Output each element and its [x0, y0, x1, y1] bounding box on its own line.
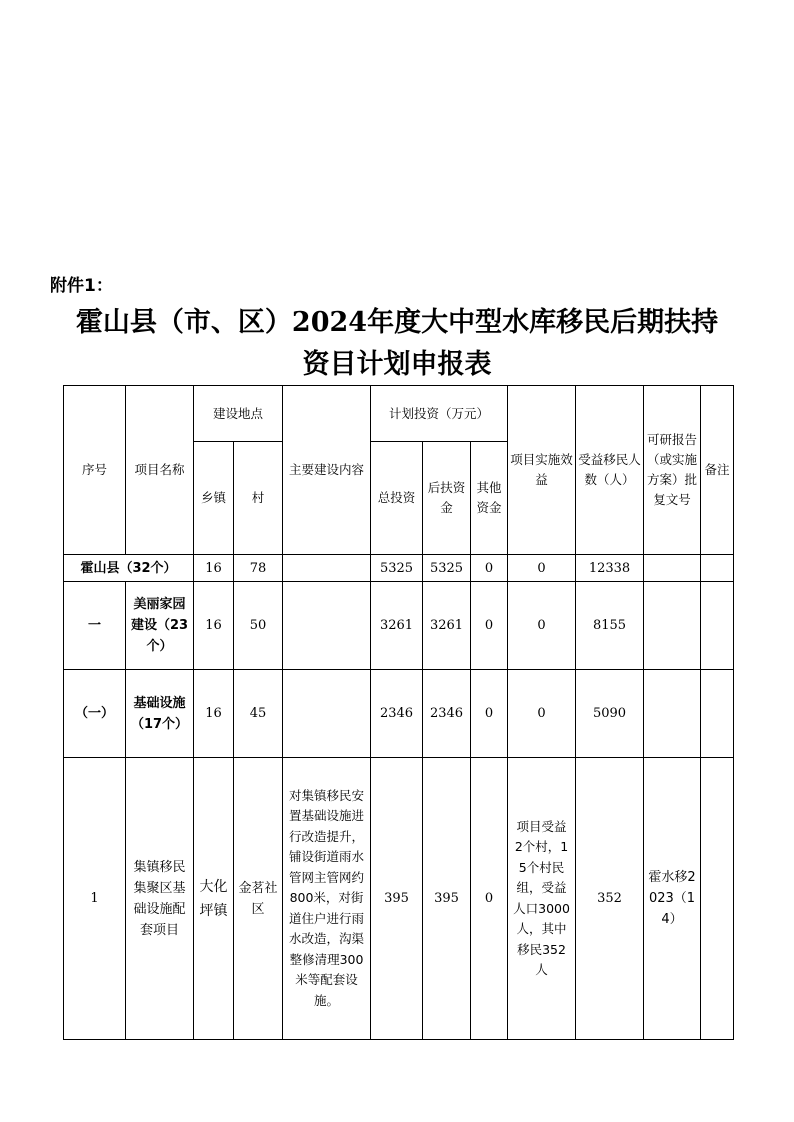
cell-people: 352 — [576, 758, 644, 1040]
cell-benefit: 项目受益2个村，15个村民组，受益人口3000人，其中移民352人 — [508, 758, 576, 1040]
header-remark: 备注 — [701, 386, 734, 555]
header-content: 主要建设内容 — [283, 386, 371, 555]
cell-village: 50 — [234, 582, 283, 670]
header-village: 村 — [234, 442, 283, 555]
cell-approval — [644, 670, 701, 758]
header-row-1 — [64, 386, 734, 442]
cell-seq: 一 — [64, 582, 126, 670]
plan-table — [63, 385, 734, 1040]
cell-remark — [701, 582, 734, 670]
cell-remark — [701, 758, 734, 1040]
cell-village: 金茗社区 — [234, 758, 283, 1040]
cell-support: 2346 — [423, 670, 471, 758]
cell-other: 0 — [471, 758, 508, 1040]
row-total-name: 霍山县（32个） — [64, 555, 194, 582]
document-title-line1: 霍山县（市、区）2024年度大中型水库移民后期扶持 — [75, 307, 719, 338]
cell-township: 16 — [194, 582, 234, 670]
cell-other: 0 — [471, 582, 508, 670]
cell-other: 0 — [471, 670, 508, 758]
cell-support: 3261 — [423, 582, 471, 670]
header-township: 乡镇 — [194, 442, 234, 555]
cell-name: 美丽家园建设（23个） — [126, 582, 194, 670]
table-row — [64, 555, 734, 582]
cell-approval: 霍水移2023（14） — [644, 758, 701, 1040]
header-total: 总投资 — [371, 442, 423, 555]
table-row — [64, 758, 734, 1040]
header-support-fund: 后扶资金 — [423, 442, 471, 555]
cell-support: 5325 — [423, 555, 471, 582]
cell-benefit: 0 — [508, 555, 576, 582]
cell-content — [283, 555, 371, 582]
cell-name: 集镇移民集聚区基础设施配套项目 — [126, 758, 194, 1040]
header-investment: 计划投资（万元） — [371, 386, 508, 442]
cell-other: 0 — [471, 555, 508, 582]
cell-seq: 1 — [64, 758, 126, 1040]
cell-remark — [701, 670, 734, 758]
attachment-label: 附件1： — [50, 276, 113, 296]
cell-name: 基础设施（17个） — [126, 670, 194, 758]
document-title-line2: 资目计划申报表 — [302, 349, 492, 380]
header-project-name: 项目名称 — [126, 386, 194, 555]
cell-people: 8155 — [576, 582, 644, 670]
cell-approval — [644, 582, 701, 670]
cell-total: 3261 — [371, 582, 423, 670]
cell-village: 78 — [234, 555, 283, 582]
cell-total: 2346 — [371, 670, 423, 758]
cell-approval — [644, 555, 701, 582]
cell-total: 5325 — [371, 555, 423, 582]
cell-benefit: 0 — [508, 582, 576, 670]
cell-seq: （一） — [64, 670, 126, 758]
cell-township: 16 — [194, 555, 234, 582]
cell-village: 45 — [234, 670, 283, 758]
table-row — [64, 670, 734, 758]
cell-township: 16 — [194, 670, 234, 758]
table-row — [64, 582, 734, 670]
header-location: 建设地点 — [194, 386, 283, 442]
cell-support: 395 — [423, 758, 471, 1040]
header-other-fund: 其他资金 — [471, 442, 508, 555]
cell-township: 大化坪镇 — [194, 758, 234, 1040]
cell-benefit: 0 — [508, 670, 576, 758]
header-seq: 序号 — [64, 386, 126, 555]
cell-content — [283, 670, 371, 758]
header-approval: 可研报告（或实施方案）批复文号 — [644, 386, 701, 555]
cell-remark — [701, 555, 734, 582]
cell-content — [283, 582, 371, 670]
cell-people: 5090 — [576, 670, 644, 758]
cell-content: 对集镇移民安置基础设施进行改造提升，铺设街道雨水管网主管网约800米，对街道住户进行雨水改造，沟渠整修清理300米等配套设施。 — [283, 758, 371, 1040]
cell-total: 395 — [371, 758, 423, 1040]
cell-people: 12338 — [576, 555, 644, 582]
header-beneficiaries: 受益移民人数（人） — [576, 386, 644, 555]
header-benefit: 项目实施效益 — [508, 386, 576, 555]
